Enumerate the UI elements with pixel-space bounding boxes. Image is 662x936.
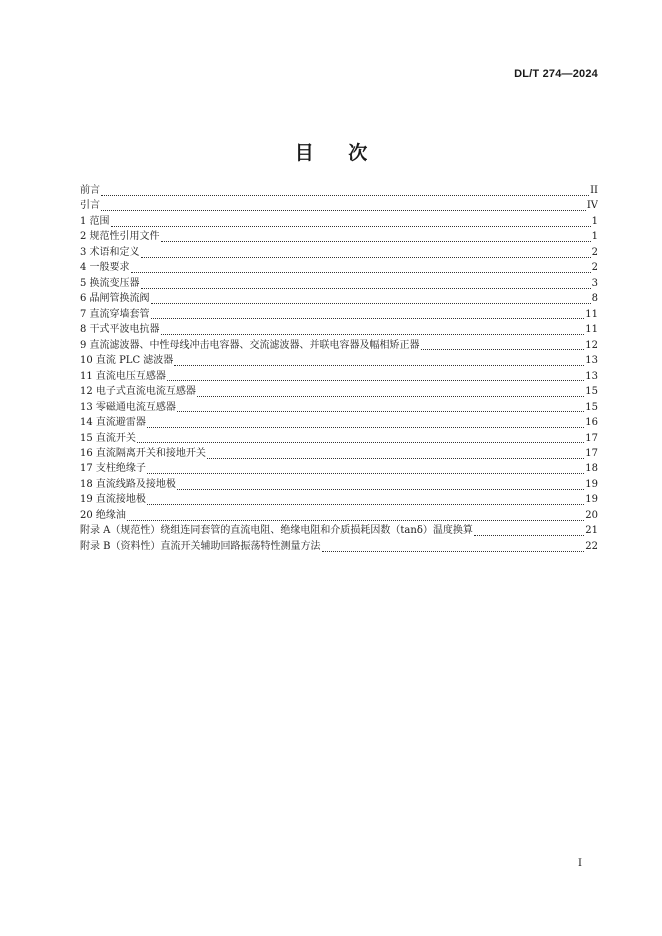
toc-entry-page: 17 <box>585 432 598 444</box>
toc-entry[interactable] <box>80 338 598 353</box>
toc-leader-dots <box>177 410 584 412</box>
toc-entry[interactable] <box>80 461 598 476</box>
toc-entry[interactable] <box>80 384 598 399</box>
toc-leader-dots <box>161 333 585 335</box>
toc-entry[interactable] <box>80 523 598 538</box>
toc-entry[interactable] <box>80 291 598 306</box>
toc-entry[interactable] <box>80 492 598 507</box>
toc-entry-label: 20 绝缘油 <box>80 509 126 521</box>
toc-entry-page: 21 <box>585 525 598 537</box>
toc-entry-label: 6 晶闸管换流阀 <box>80 293 150 305</box>
toc-entry[interactable] <box>80 245 598 260</box>
toc-entry-page: 2 <box>591 246 598 258</box>
toc-leader-dots <box>197 395 584 397</box>
toc-leader-dots <box>322 550 585 552</box>
toc-entry-page: 18 <box>585 463 598 475</box>
toc-leader-dots <box>111 225 591 227</box>
toc-entry[interactable] <box>80 183 598 198</box>
toc-leader-dots <box>101 209 586 211</box>
toc-entry-page: 11 <box>585 308 598 320</box>
toc-entry-label: 19 直流接地极 <box>80 494 146 506</box>
toc-entry-page: 11 <box>585 324 598 336</box>
toc-entry-label: 1 范围 <box>80 215 110 227</box>
toc-leader-dots <box>147 503 584 505</box>
toc-entry-page: 13 <box>585 355 598 367</box>
toc-leader-dots <box>167 379 584 381</box>
toc-leader-dots <box>141 287 591 289</box>
document-code: DL/T 274—2024 <box>514 68 598 80</box>
toc-leader-dots <box>101 194 589 196</box>
toc-entry[interactable] <box>80 260 598 275</box>
toc-entry-label: 15 直流开关 <box>80 432 136 444</box>
toc-entry-page: II <box>590 185 598 196</box>
toc-entry-label: 3 术语和定义 <box>80 246 140 258</box>
toc-entry-page: 19 <box>585 478 598 490</box>
toc-leader-dots <box>151 317 585 319</box>
page-number: I <box>578 858 582 869</box>
toc-entry-page: 22 <box>585 540 598 552</box>
toc-entry-label: 11 直流电压互感器 <box>80 370 166 382</box>
toc-entry-label: 5 换流变压器 <box>80 277 140 289</box>
toc-entry-label: 13 零磁通电流互感器 <box>80 401 176 413</box>
toc-entry-label: 16 直流隔离开关和接地开关 <box>80 447 206 459</box>
toc-entry-label: 2 规范性引用文件 <box>80 231 160 243</box>
toc-leader-dots <box>147 472 584 474</box>
toc-entry-label: 4 一般要求 <box>80 262 130 274</box>
toc-leader-dots <box>177 488 584 490</box>
toc-entry-page: 16 <box>585 417 598 429</box>
toc-entry-page: 3 <box>591 277 598 289</box>
table-of-contents <box>80 183 598 554</box>
toc-entry-label: 12 电子式直流电流互感器 <box>80 386 196 398</box>
toc-leader-dots <box>474 534 584 536</box>
toc-leader-dots <box>421 348 585 350</box>
toc-entry-page: 2 <box>591 262 598 274</box>
toc-entry[interactable] <box>80 198 598 213</box>
toc-leader-dots <box>151 302 591 304</box>
toc-entry-label: 10 直流 PLC 滤波器 <box>80 355 174 367</box>
toc-leader-dots <box>161 240 591 242</box>
toc-entry-label: 前言 <box>80 185 100 196</box>
toc-entry-page: IV <box>586 200 598 212</box>
toc-entry-label: 8 干式平波电抗器 <box>80 324 160 336</box>
toc-entry[interactable] <box>80 400 598 415</box>
toc-entry-page: 15 <box>585 386 598 398</box>
toc-leader-dots <box>147 426 584 428</box>
toc-entry-label: 14 直流避雷器 <box>80 417 146 429</box>
toc-entry-page: 13 <box>585 370 598 382</box>
toc-entry[interactable] <box>80 369 598 384</box>
toc-entry[interactable] <box>80 415 598 430</box>
toc-leader-dots <box>127 519 584 521</box>
toc-entry-page: 17 <box>585 447 598 459</box>
toc-entry-page: 1 <box>591 231 598 243</box>
toc-entry-page: 19 <box>585 494 598 506</box>
toc-entry[interactable] <box>80 353 598 368</box>
toc-leader-dots <box>131 271 591 273</box>
toc-entry[interactable] <box>80 322 598 337</box>
toc-leader-dots <box>141 256 591 258</box>
toc-entry[interactable] <box>80 446 598 461</box>
page-title: 目 次 <box>294 142 382 164</box>
toc-entry-page: 1 <box>591 215 598 227</box>
toc-entry[interactable] <box>80 214 598 229</box>
toc-entry[interactable] <box>80 307 598 322</box>
toc-entry-label: 引言 <box>80 200 100 212</box>
toc-entry-page: 12 <box>585 339 598 351</box>
toc-entry-label: 17 支柱绝缘子 <box>80 463 146 475</box>
toc-entry-label: 附录 A（规范性）绕组连同套管的直流电阻、绝缘电阻和介质损耗因数（tanδ）温度换算 <box>80 525 473 537</box>
toc-entry-page: 8 <box>591 293 598 305</box>
toc-leader-dots <box>174 364 584 366</box>
toc-leader-dots <box>207 457 584 459</box>
toc-entry-label: 9 直流滤波器、中性母线冲击电容器、交流滤波器、并联电容器及幅相矫正器 <box>80 339 420 351</box>
toc-entry[interactable] <box>80 229 598 244</box>
toc-entry-label: 附录 B（资料性）直流开关辅助回路振荡特性测量方法 <box>80 540 321 552</box>
toc-entry-label: 18 直流线路及接地极 <box>80 478 176 490</box>
toc-entry-page: 20 <box>585 509 598 521</box>
toc-entry[interactable] <box>80 508 598 523</box>
toc-entry[interactable] <box>80 431 598 446</box>
toc-entry-page: 15 <box>585 401 598 413</box>
toc-leader-dots <box>137 441 584 443</box>
toc-entry[interactable] <box>80 539 598 554</box>
toc-entry[interactable] <box>80 477 598 492</box>
toc-entry-label: 7 直流穿墙套管 <box>80 308 150 320</box>
toc-entry[interactable] <box>80 276 598 291</box>
